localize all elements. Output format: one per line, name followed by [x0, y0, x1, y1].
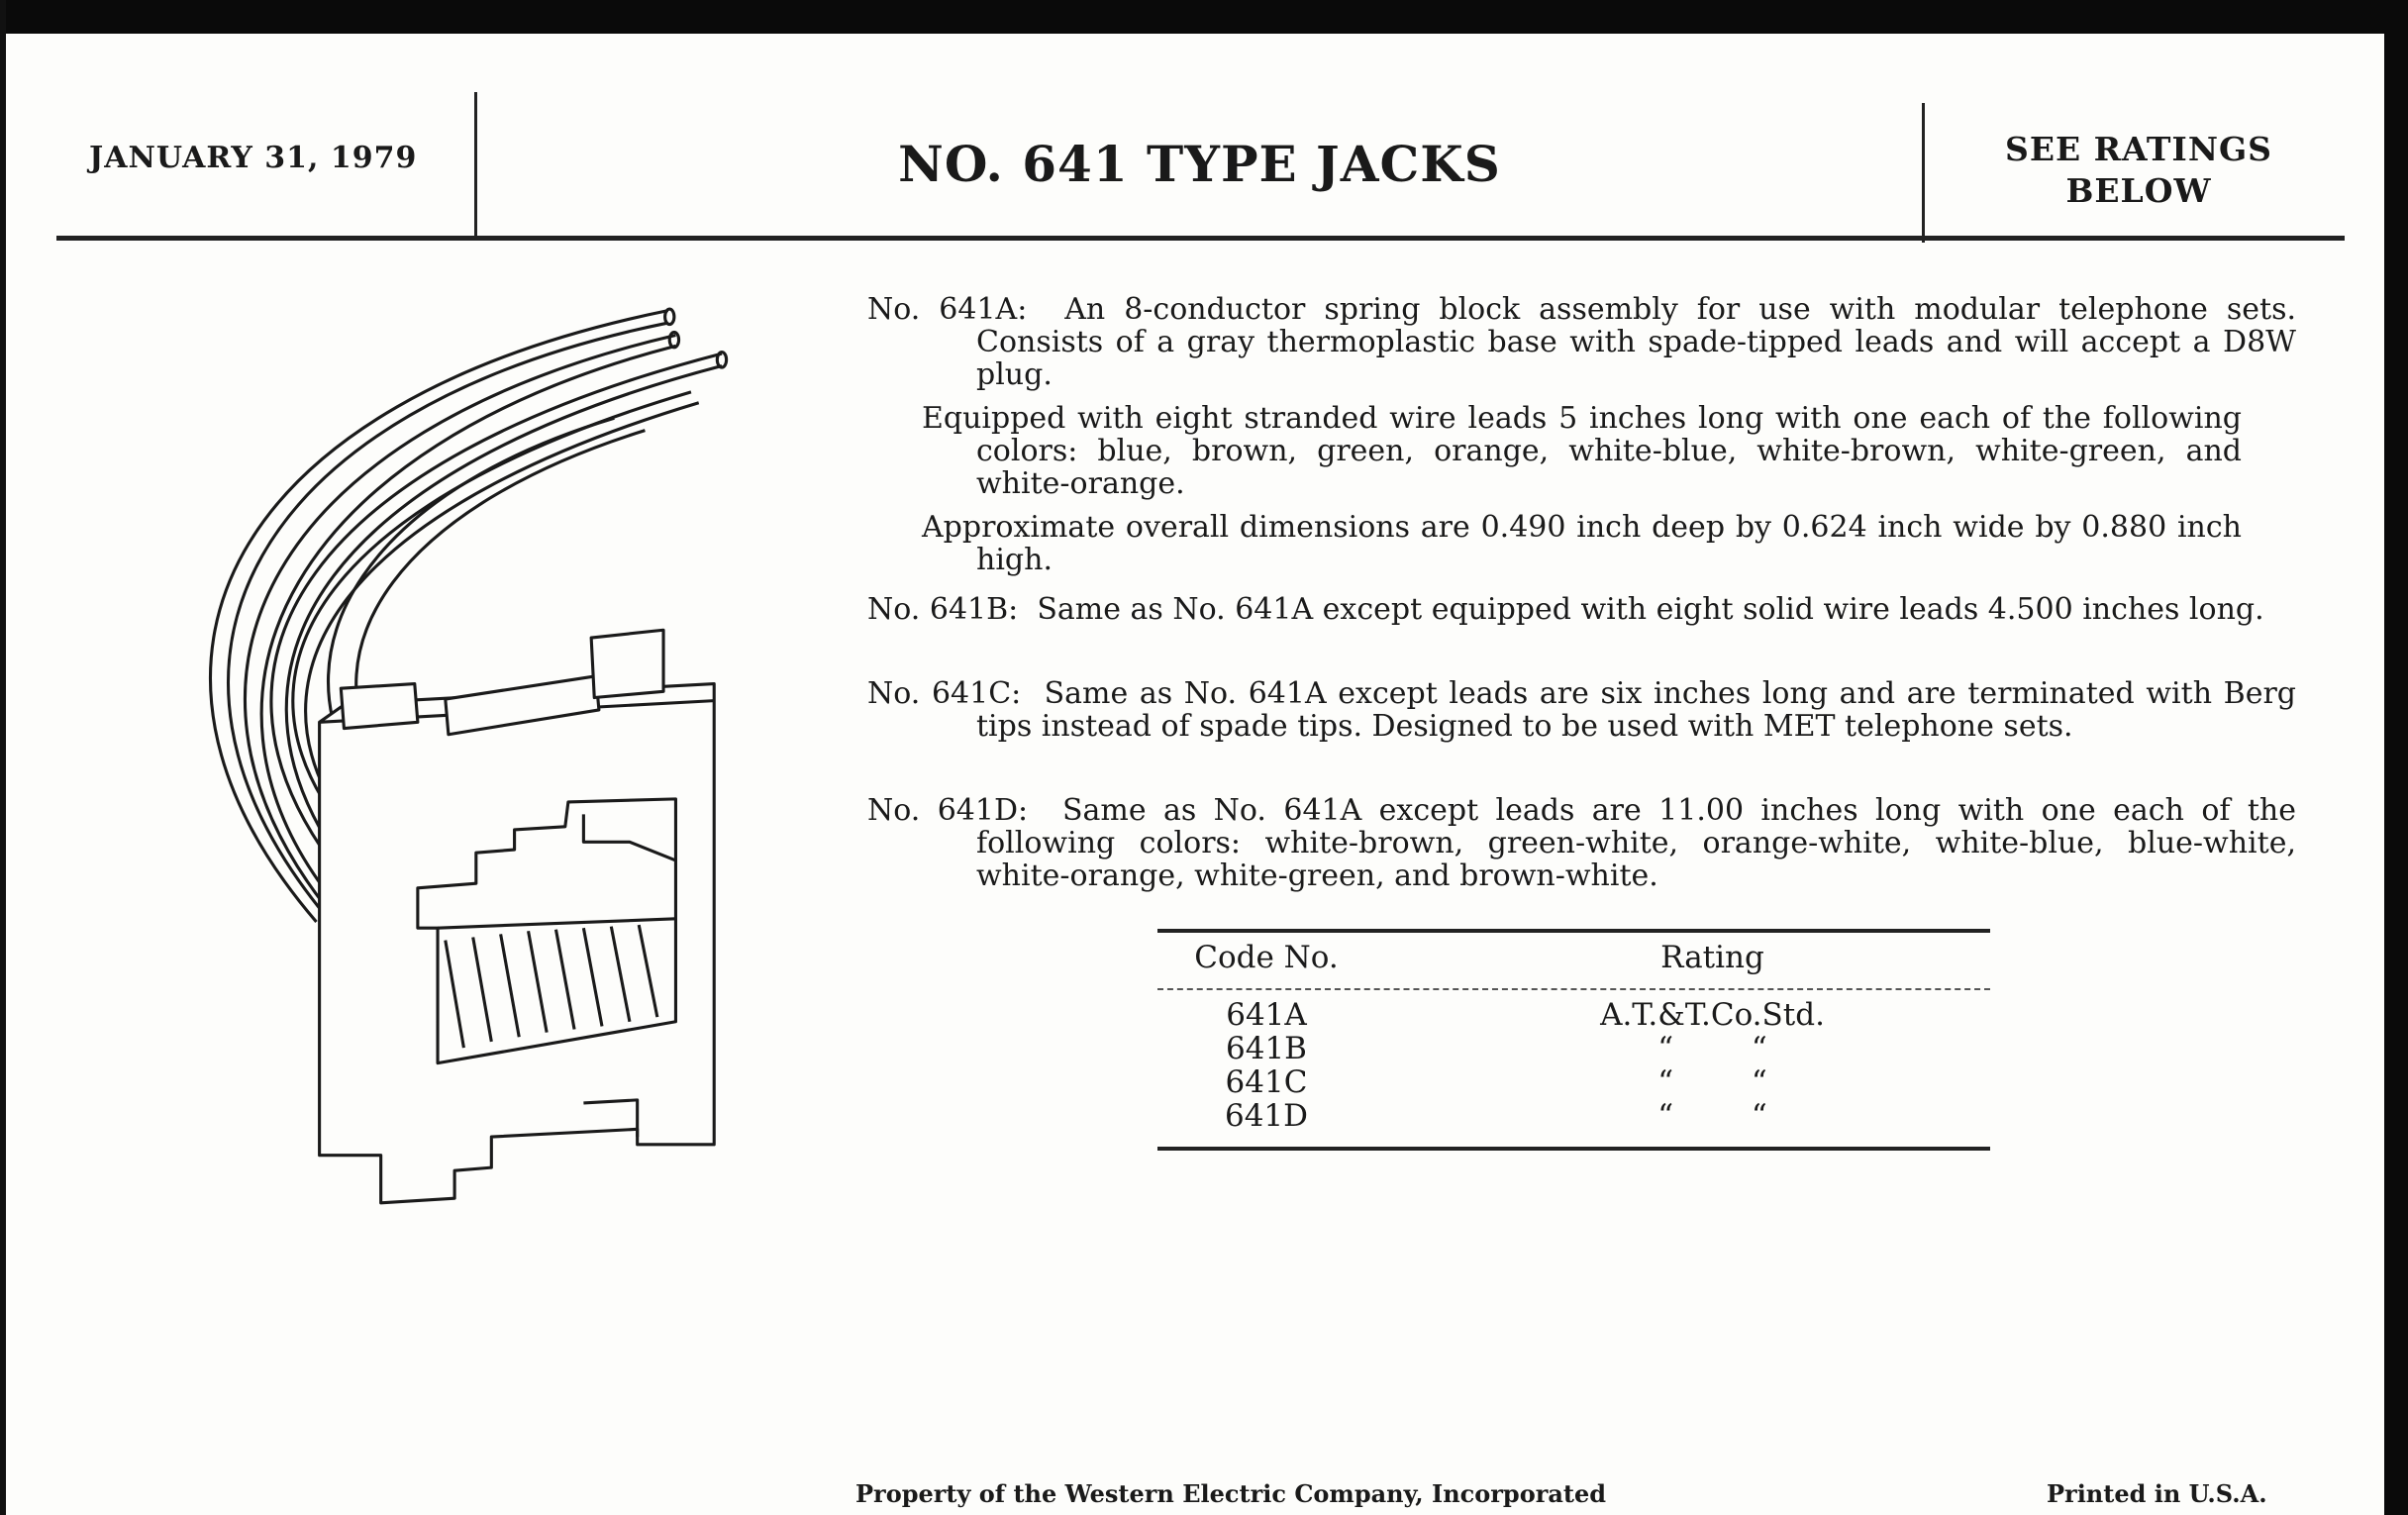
scan-border-left: [0, 0, 6, 1515]
code-cell: 641A: [1226, 997, 1307, 1033]
description-text: Approximate overall dimensions are 0.490 inch deep by 0.624 inch wide by 0.880 inch high.: [922, 510, 2242, 577]
footer-property: Property of the Western Electric Company, Incorporated: [855, 1479, 1607, 1508]
table-header-row: [1157, 933, 1990, 982]
description-641a-leads: [922, 402, 2242, 500]
ratings-table: [1157, 929, 1990, 1151]
wire-leads: [210, 309, 726, 922]
scan-border-right: [2384, 0, 2408, 1515]
description-label: No. 641C:: [867, 676, 1022, 711]
table-row: [1157, 1032, 1990, 1065]
description-text: Same as No. 641A except leads are 11.00 inches long with one each of the following colors: white-brown, green-white, orange-white, white-blue, blue-white, white-orange, white-green, and brown-white.: [976, 793, 2297, 893]
rating-cell: “ “: [1657, 1064, 1767, 1100]
ratings-note: [1970, 129, 2307, 212]
jack-body: [320, 630, 715, 1203]
description-text: Same as No. 641A except leads are six inches long and are terminated with Berg tips instead of spade tips. Designed to be used with MET telephone sets.: [976, 676, 2296, 744]
issue-date: JANUARY 31, 1979: [89, 141, 418, 175]
code-cell: 641C: [1225, 1064, 1308, 1100]
description-text: Same as No. 641A except equipped with eight solid wire leads 4.500 inches long.: [1037, 592, 2264, 627]
description-label: No. 641B:: [867, 592, 1019, 627]
header-rating: Rating: [1660, 940, 1764, 975]
description-label: No. 641D:: [867, 793, 1029, 828]
code-cell: 641B: [1226, 1031, 1307, 1066]
header-code-no: Code No.: [1194, 940, 1339, 975]
description-text: Equipped with eight stranded wire leads 5 inches long with one each of the following colors: blue, brown, green, orange, white-blue, white-brown, white-green, and white-orange.: [922, 401, 2242, 501]
header-divider-right: [1922, 103, 1925, 243]
rating-cell: “ “: [1657, 1098, 1767, 1134]
footer-printed: Printed in U.S.A.: [2047, 1479, 2267, 1508]
description-641a-dimensions: [922, 511, 2242, 576]
ratings-note-line2: BELOW: [2065, 171, 2212, 210]
scan-border-top: [0, 0, 2408, 34]
table-bottom-rule: [1157, 1147, 1990, 1151]
description-text: An 8-conductor spring block assembly for use with modular telephone sets. Consists of a gray thermoplastic base with spade-tipped leads and will accept a D8W plug.: [976, 292, 2296, 392]
header-rule: [56, 236, 2345, 241]
page-title: NO. 641 TYPE JACKS: [898, 135, 1501, 193]
code-cell: 641D: [1224, 1098, 1309, 1134]
jack-contacts: [446, 925, 657, 1048]
description-label: No. 641A:: [867, 292, 1028, 327]
description-641b: [867, 593, 2296, 626]
table-row: [1157, 1099, 1990, 1133]
description-641c: [867, 677, 2296, 743]
rating-cell: A.T.&T.Co.Std.: [1600, 997, 1825, 1033]
ratings-note-line1: SEE RATINGS: [2004, 130, 2273, 168]
rating-cell: “ “: [1657, 1031, 1767, 1066]
description-641a: [867, 293, 2296, 391]
description-641d: [867, 794, 2296, 892]
table-row: [1157, 998, 1990, 1032]
table-row: [1157, 1065, 1990, 1099]
